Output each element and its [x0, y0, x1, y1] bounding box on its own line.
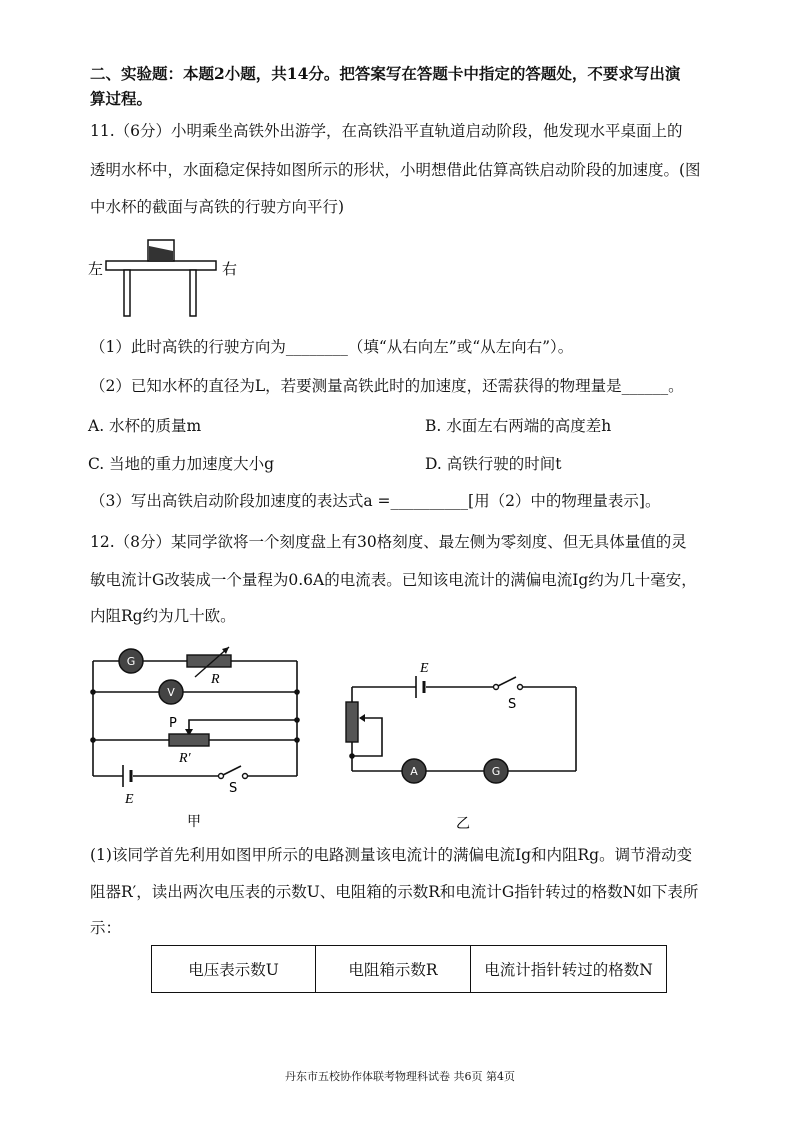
- label-s: S: [229, 781, 238, 796]
- svg-text:A: A: [410, 765, 418, 778]
- measurement-table: [151, 945, 667, 993]
- label-right: 右: [222, 260, 238, 278]
- svg-text:G: G: [491, 765, 501, 778]
- header-divisions: 电流计指针转过的格数N: [471, 946, 667, 993]
- q12-stem-line2: 敏电流计G改装成一个量程为0.6A的电流表。已知该电流计的满偏电流Ig约为几十毫安，: [90, 571, 697, 589]
- caption-yi: 乙: [456, 816, 470, 832]
- q12-part1-line1: (1)该同学首先利用如图甲所示的电路测量该电流计的满偏电流Ig和内阻Rg。调节滑动变: [90, 846, 693, 864]
- page-footer: 丹东市五校协作体联考物理科试卷 共6页 第4页: [285, 1070, 515, 1083]
- label-r: R: [211, 672, 220, 687]
- rheostat-yi: [346, 702, 358, 742]
- section-title-cont: 算过程。: [90, 89, 153, 108]
- q11-stem-line3: 中水杯的截面与高铁的行驶方向平行): [90, 198, 345, 216]
- label-e: E: [125, 792, 134, 807]
- table-header-row: [152, 946, 667, 993]
- rheostat-r-prime: [169, 734, 209, 746]
- label-left: 左: [88, 260, 104, 278]
- table-leg-left: [124, 270, 130, 316]
- svg-text:G: G: [126, 655, 136, 668]
- q11-stem-line2: 透明水杯中，水面稳定保持如图所示的形状，小明想借此估算高铁启动阶段的加速度。(图: [90, 161, 701, 179]
- header-resistance: 电阻箱示数R: [316, 946, 471, 993]
- q12-part1-line3: 示：: [90, 919, 122, 937]
- q11-stem-line1: 11.（6分）小明乘坐高铁外出游学，在高铁沿平直轨道启动阶段，他发现水平桌面上的: [90, 122, 683, 140]
- option-a: A. 水杯的质量m: [88, 417, 202, 435]
- q12-part1-line2: 阻器R′，读出两次电压表的示数U、电阻箱的示数R和电流计G指针转过的格数N如下表所: [90, 883, 699, 901]
- water-cup-figure: [82, 232, 252, 322]
- q11-part1: （1）此时高铁的行驶方向为________（填“从右向左”或“从左向右”）。: [90, 338, 574, 356]
- header-voltage: 电压表示数U: [152, 946, 316, 993]
- q12-stem-line1: 12.（8分）某同学欲将一个刻度盘上有30格刻度、最左侧为零刻度、但无具体量值的灵: [90, 533, 687, 551]
- label-e-yi: E: [420, 661, 429, 676]
- label-r-prime: R′: [179, 751, 191, 766]
- table-top: [106, 261, 216, 270]
- option-d: D. 高铁行驶的时间t: [425, 455, 562, 473]
- caption-jia: 甲: [187, 814, 201, 830]
- q11-part2: （2）已知水杯的直径为L，若要测量高铁此时的加速度，还需获得的物理量是______。: [90, 377, 684, 395]
- q11-part3: （3）写出高铁启动阶段加速度的表达式a =__________[用（2）中的物理量表示]。: [90, 492, 661, 510]
- table-leg-right: [190, 270, 196, 316]
- circuit-yi: [340, 660, 590, 840]
- tilted-water: [149, 246, 173, 260]
- option-c: C. 当地的重力加速度大小g: [88, 455, 275, 473]
- label-p: P: [169, 716, 177, 731]
- circuit-jia: [85, 645, 315, 835]
- section-title: 二、实验题：本题2小题，共14分。把答案写在答题卡中指定的答题处，不要求写出演: [90, 64, 681, 83]
- q12-stem-line3: 内阻Rg约为几十欧。: [90, 607, 236, 625]
- label-s-yi: S: [508, 697, 517, 712]
- svg-text:V: V: [167, 686, 175, 699]
- option-b: B. 水面左右两端的高度差h: [425, 417, 612, 435]
